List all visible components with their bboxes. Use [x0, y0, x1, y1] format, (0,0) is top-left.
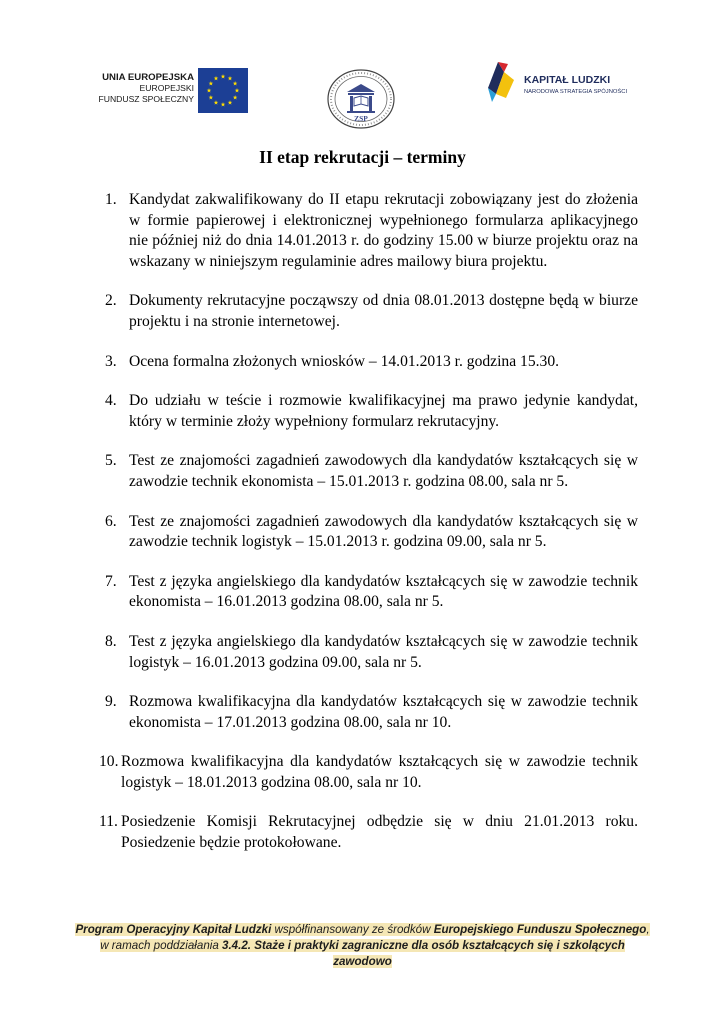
list-item-text: Do udziału w teście i rozmowie kwalifikacyjnej ma prawo jedynie kandydat, który w terminie złoży wypełniony formularz rekrutacyjny. [129, 392, 638, 430]
page-title: II etap rekrutacji – terminy [259, 147, 466, 167]
kapital-ludzki-logo [484, 58, 628, 108]
list-item-number: 1. [105, 191, 117, 208]
footer-sub-title: Staże i praktyki zagraniczne dla osób kształcących się i szkolących zawodowo [251, 938, 625, 968]
list-item [95, 451, 638, 492]
eu-logo-line2: EUROPEJSKI [139, 83, 194, 93]
list-item [95, 391, 638, 432]
footer-comma: , [646, 923, 650, 936]
kapital-ludzki-mark-icon [484, 58, 518, 104]
list-item-number: 4. [105, 392, 117, 410]
list-item-text: Rozmowa kwalifikacyjna dla kandydatów kształcących się w zawodzie technik logistyk – 18.01.2013 godzina 08.00, sala nr 10. [121, 753, 638, 791]
eu-logo-line3: FUNDUSZ SPOŁECZNY [98, 94, 194, 104]
terms-list [95, 190, 638, 873]
eu-logo [98, 68, 248, 114]
footer-sub-number: 3.4.2. [222, 938, 252, 952]
list-item [95, 512, 638, 553]
list-item-number: 11. [99, 813, 118, 831]
list-item [95, 291, 638, 332]
list-item [95, 190, 638, 272]
school-logo-initials: ZSP [354, 114, 368, 123]
list-item [95, 752, 638, 793]
kapital-ludzki-title: KAPITAŁ LUDZKI [524, 74, 611, 86]
list-item-text: Dokumenty rekrutacyjne począwszy od dnia 08.01.2013 dostępne będą w biurze projektu i na stronie internetowej. [129, 292, 638, 330]
list-item-number: 6. [105, 512, 117, 530]
list-item [95, 632, 638, 673]
eu-logo-line1: UNIA EUROPEJSKA [102, 72, 194, 83]
list-item-number: 7. [105, 572, 117, 590]
list-item-text: Posiedzenie Komisji Rekrutacyjnej odbędzie się w dniu 21.01.2013 roku. Posiedzenie będzie protokołowane. [121, 813, 638, 852]
footer-line-1 [75, 923, 649, 936]
footer-cofinanced: współfinansowany ze środków [271, 923, 434, 936]
list-item-number: 9. [105, 693, 117, 711]
eu-flag-icon [198, 68, 248, 113]
footer-fund-name: Europejskiego Funduszu Społecznego [433, 923, 647, 936]
list-item-text: Test z języka angielskiego dla kandydatów kształcących się w zawodzie technik ekonomista – 16.01.2013 godzina 08.00, sala nr 5. [129, 572, 638, 611]
footer-program-name: Program Operacyjny Kapitał Ludzki [75, 923, 272, 936]
list-item-text: Ocena formalna złożonych wniosków – 14.01.2013 r. godzina 15.30. [129, 352, 560, 370]
list-item-number: 3. [105, 352, 117, 370]
list-item [95, 352, 638, 373]
list-item-text: Test z języka angielskiego dla kandydatów kształcących się w zawodzie technik logistyk – 16.01.2013 godzina 09.00, sala nr 5. [129, 632, 638, 671]
list-item-number: 5. [105, 452, 117, 470]
footer-note [70, 922, 655, 969]
school-logo [326, 68, 396, 130]
list-item-text: Rozmowa kwalifikacyjna dla kandydatów kształcących się w zawodzie technik ekonomista – 17.01.2013 godzina 08.00, sala nr 10. [129, 693, 638, 731]
list-item [95, 572, 638, 613]
footer-within: w ramach poddziałania [100, 938, 223, 952]
list-item-text: Kandydat zakwalifikowany do II etapu rekrutacji zobowiązany jest do złożenia w formie papierowej i elektronicznej wypełnionego formularza aplikacyjnego nie później niż do dnia 14.01.2013 r. do godziny 15.00 w biurze projektu oraz na wskazany w niniejszym regulaminie adres mailowy biura projektu. [129, 191, 638, 270]
footer-line-2 [100, 939, 625, 968]
list-item-number: 2. [105, 292, 117, 310]
list-item-text: Test ze znajomości zagadnień zawodowych dla kandydatów kształcących się w zawodzie technik ekonomista – 15.01.2013 r. godzina 08.00, sala nr 5. [129, 452, 638, 490]
list-item-number: 10. [99, 753, 119, 771]
list-item-number: 8. [105, 632, 117, 650]
list-item [95, 692, 638, 733]
list-item-text: Test ze znajomości zagadnień zawodowych dla kandydatów kształcących się w zawodzie technik logistyk – 15.01.2013 r. godzina 09.00, sala nr 5. [129, 512, 638, 551]
kapital-ludzki-subtitle: NARODOWA STRATEGIA SPÓJNOŚCI [524, 89, 628, 95]
list-item [95, 812, 638, 853]
eu-logo-text [99, 72, 195, 105]
